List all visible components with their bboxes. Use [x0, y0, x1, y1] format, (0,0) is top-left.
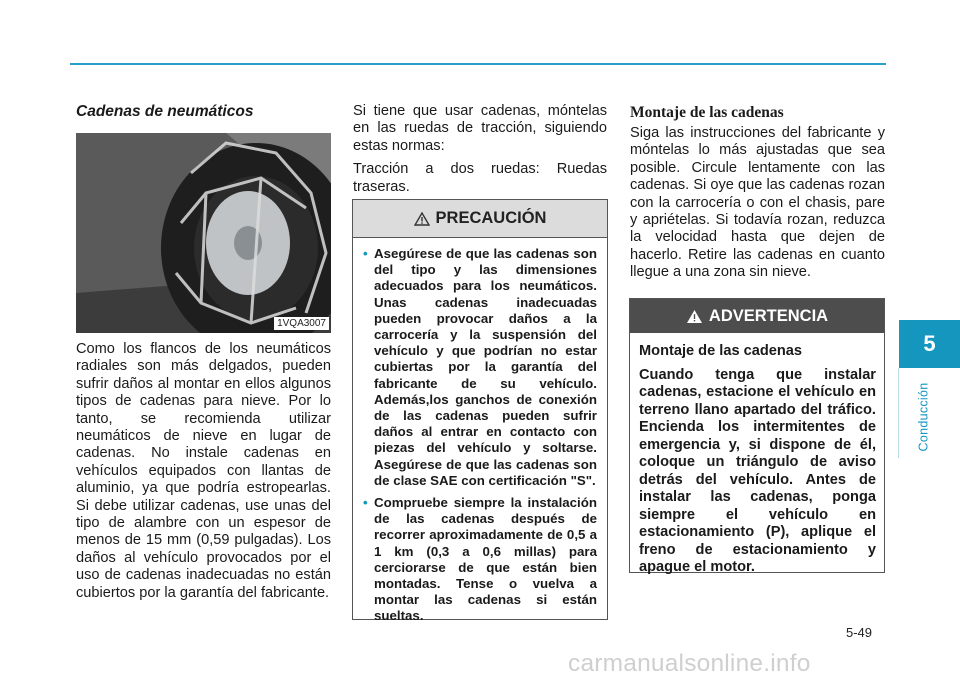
warning-triangle-outline-icon [414, 212, 430, 226]
warning-subtitle: Montaje de las cadenas [639, 343, 803, 359]
header-rule [70, 63, 886, 65]
tire-chain-photo [76, 133, 331, 333]
warning-triangle-filled-icon [686, 309, 703, 324]
right-paragraph: Siga las instrucciones del fabricante y móntelas lo más ajustadas que sea posible. Circule lentamente con las cadenas. Si oye que las cadenas rozan con la carrocería o con el chasis, pare y apriételas. Si todavía rozan, reduzca la velocidad hasta que dejen de hacerlo. Retire las cadenas en cuanto llegue a una zona sin nieve. [630, 125, 885, 281]
image-code: 1VQA3007 [274, 317, 329, 330]
left-paragraph: Como los flancos de los neumáticos radiales son más delgados, pueden sufrir daños al montar en ellos algunos tipos de cadenas para nieve. Por lo tanto, se recomienda utilizar neumáticos de nieve en lugar de cadenas. No instale cadenas en vehículos equipados con llantas de aluminio, ya que podría estropearlas. Si debe utilizar cadenas, use unas del tipo de alambre con un espesor de menos de 15 mm (0,59 pulgadas). Los daños al vehículo provocados por el uso de cadenas inadecuadas no están cubiertos por la garantía del fabricante. [76, 341, 331, 601]
warning-header [630, 299, 884, 333]
chapter-divider [898, 368, 899, 458]
chapter-label [913, 382, 933, 452]
chapter-tab[interactable] [899, 320, 960, 368]
caution-title: PRECAUCIÓN [435, 209, 547, 227]
warning-body [630, 333, 884, 577]
caution-box [352, 199, 608, 624]
chapter-label-text: Conducción [916, 382, 931, 452]
watermark: carmanualsonline.info [568, 650, 811, 677]
middle-column-body [353, 103, 607, 196]
middle-paragraph-1: Si tiene que usar cadenas, móntelas en las ruedas de tracción, siguiendo estas normas: [353, 103, 607, 154]
tire-with-chain-illustration [76, 133, 331, 333]
caution-list [365, 246, 597, 625]
chapter-number: 5 [923, 331, 936, 356]
caution-item-text: Asegúrese de que las cadenas son del tipo y las dimensiones adecuados para los neumáticos. Unas cadenas inadecuadas pueden provocar daños a la carrocería y la suspensión del vehículo y que podrían no estar cubiertas por la garantía del fabricante de su vehículo. Además,los ganchos de conexión de las cadenas pueden sufrir daños al entrar en contacto con piezas del vehículo y soltarse. Asegúrese de que las cadenas son de clase SAE con certificación "S". [374, 246, 597, 488]
caution-header [353, 200, 607, 238]
left-column-body [76, 341, 331, 602]
list-item [365, 246, 597, 489]
warning-box [629, 298, 885, 573]
bullet-icon: • [363, 495, 368, 511]
section-title-tire-chains: Cadenas de neumáticos [76, 103, 254, 120]
warning-title: ADVERTENCIA [708, 306, 829, 325]
section-title-mounting: Montaje de las cadenas [630, 104, 784, 121]
page-number: 5-49 [846, 625, 873, 640]
middle-paragraph-2: Tracción a dos ruedas: Ruedas traseras. [353, 161, 607, 195]
right-column-body [630, 125, 885, 282]
bullet-icon: • [363, 246, 368, 261]
caution-item-text: Compruebe siempre la instalación de las cadenas después de recorrer aproximadamente de 0,5 a 1 km (0,3 a 0,6 millas) para cerciorarse de que están bien montadas. Tense o vuelva a montar las cadenas si están sueltas. [374, 495, 597, 624]
list-item [365, 495, 597, 625]
warning-text: Cuando tenga que instalar cadenas, estacione el vehículo en terreno llano apartado del tráfico. Encienda los intermitentes de emergencia y, si dispone de él, coloque un triángulo de aviso detrás del vehículo. Antes de instalar las cadenas, ponga siempre el vehículo en estacionamiento (P), aplique el freno de estacionamiento y apague el motor. [639, 366, 876, 575]
